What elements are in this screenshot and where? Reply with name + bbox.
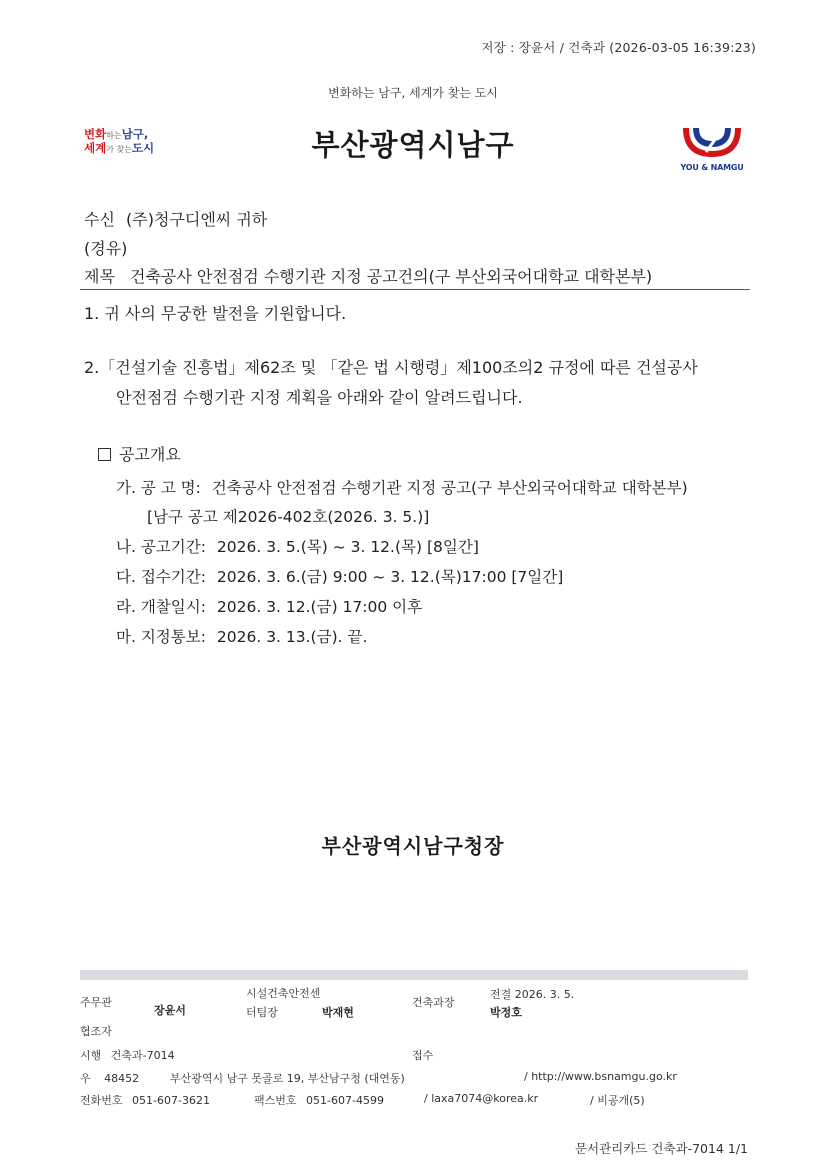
- page-footer: 문서관리카드 건축과-7014 1/1: [574, 1141, 748, 1156]
- notice-item: 가. 공 고 명: 건축공사 안전점검 수행기관 지정 공고(구 부산외국어대학교 대학본부): [116, 479, 688, 497]
- subject: 건축공사 안전점검 수행기관 지정 공고건의(구 부산외국어대학교 대학본부): [130, 267, 653, 286]
- homepage-link[interactable]: / http://www.bsnamgu.go.kr: [524, 1070, 677, 1083]
- enforce-line: 시행 건축과-7014: [80, 1049, 175, 1062]
- recipient: (주)청구디엔씨 귀하: [126, 210, 268, 229]
- receipt-label: 접수: [412, 1049, 434, 1062]
- disclosure-status: / 비공개(5): [590, 1094, 645, 1107]
- reviewer-title: 시설건축안전센: [246, 987, 321, 1000]
- namgu-logo: [677, 124, 747, 172]
- subject-line: 제목 건축공사 안전점검 수행기관 지정 공고건의(구 부산외국어대학교 대학본부): [84, 267, 653, 286]
- approval-note: 전결 2026. 3. 5.: [490, 988, 575, 1001]
- reviewer-title-2: 터팀장: [246, 1006, 278, 1019]
- slogan-logo: 변화하는남구, 세계가 찾는도시: [84, 127, 155, 155]
- checkbox-square-icon: [98, 448, 111, 461]
- paragraph-2-line-2: 안전점검 수행기관 지정 계획을 아래와 같이 알려드립니다.: [116, 388, 523, 407]
- drafter-label: 주무관: [80, 996, 112, 1009]
- notice-item: 나. 공고기간: 2026. 3. 5.(목) ~ 3. 12.(목) [8일간]: [116, 538, 479, 556]
- reviewer-name: 박재현: [322, 1006, 354, 1019]
- logo-caption: YOU & NAMGU: [680, 163, 744, 172]
- phone-line: 전화번호 051-607-3621: [80, 1094, 210, 1107]
- issuer-closing: 부산광역시남구청장: [321, 834, 505, 858]
- zip-line: 우 48452: [80, 1072, 140, 1085]
- office-address: 부산광역시 남구 못골로 19, 부산남구청 (대연동): [170, 1072, 405, 1085]
- approver-label: 건축과장: [412, 996, 455, 1009]
- notice-item: 라. 개찰일시: 2026. 3. 12.(금) 17:00 이후: [116, 598, 423, 616]
- paragraph-1: 1. 귀 사의 무궁한 발전을 기원합니다.: [84, 304, 347, 323]
- paragraph-2-line-1: 2.「건설기술 진흥법」제62조 및 「같은 법 시행령」제100조의2 규정에 따른 건설공사: [84, 358, 698, 377]
- cooperation-label: 협조자: [80, 1025, 112, 1038]
- recipient-line: 수신 (주)청구디엔씨 귀하: [84, 210, 268, 229]
- drafter-name: 장윤서: [154, 1004, 186, 1017]
- subject-divider: [80, 289, 750, 290]
- via-label: (경유): [84, 239, 128, 258]
- notice-item: 마. 지정통보: 2026. 3. 13.(금). 끝.: [116, 628, 368, 646]
- slogan: 변화하는 남구, 세계가 찾는 도시: [328, 86, 498, 100]
- approver-name: 박정호: [490, 1006, 522, 1019]
- save-stamp: 저장 : 장윤서 / 건축과 (2026-03-05 16:39:23): [481, 40, 756, 55]
- notice-item: 다. 접수기간: 2026. 3. 6.(금) 9:00 ~ 3. 12.(목)17:00 [7일간]: [116, 568, 564, 586]
- namgu-emblem-icon: [682, 124, 742, 158]
- agency-name: 부산광역시남구: [311, 128, 515, 162]
- section-title: 공고개요: [98, 442, 181, 465]
- footer-band: [80, 970, 748, 980]
- fax-line: 팩스번호 051-607-4599: [254, 1094, 384, 1107]
- notice-item: [남구 공고 제2026-402호(2026. 3. 5.)]: [147, 508, 430, 526]
- email-link[interactable]: / laxa7074@korea.kr: [424, 1092, 539, 1105]
